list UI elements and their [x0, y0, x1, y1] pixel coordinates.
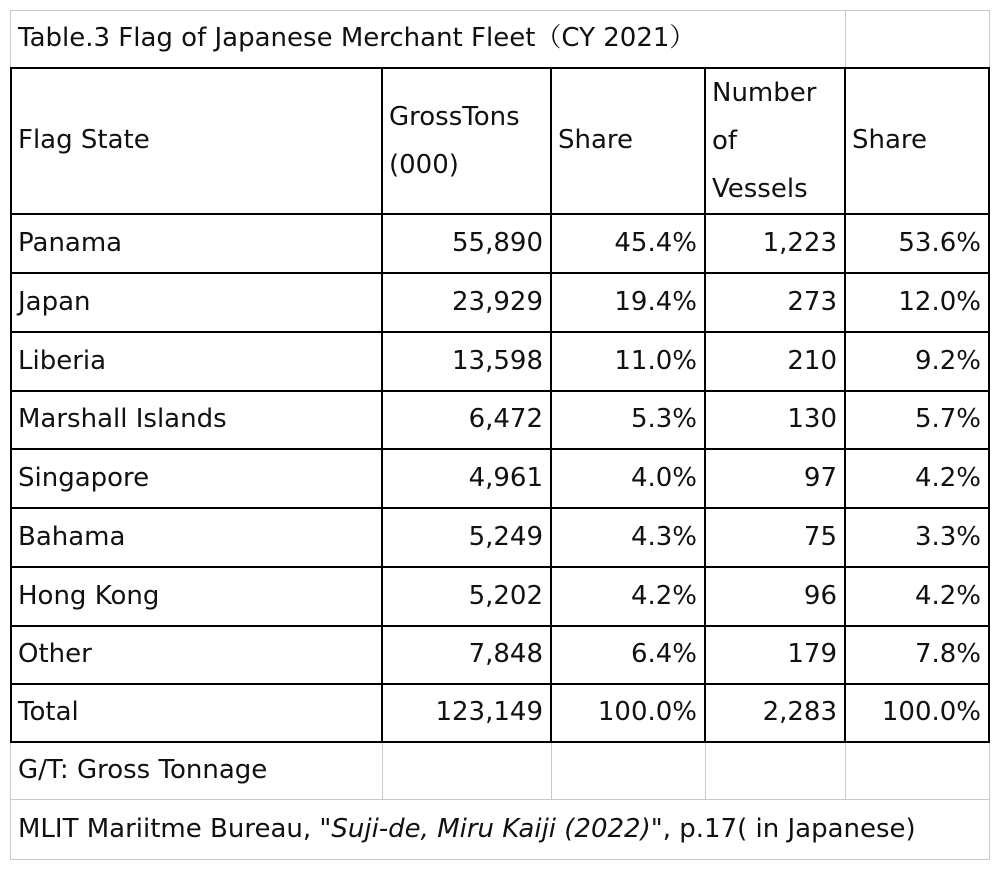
cell-share-vessels: 53.6% — [898, 227, 981, 258]
cell-share-gt: 4.3% — [630, 521, 697, 552]
cell-flag-total: Total — [18, 697, 79, 728]
cell-share-vessels-total: 100.0% — [881, 697, 981, 728]
cell-flag: Japan — [18, 286, 91, 317]
cell-share-vessels: 3.3% — [914, 521, 981, 552]
table-border — [988, 67, 990, 743]
header-gross-tons-line2: (000) — [389, 150, 459, 180]
cell-vessels: 1,223 — [762, 227, 837, 258]
grid-line — [10, 859, 990, 860]
header-gross-tons-line1: GrossTons — [389, 102, 520, 132]
grid-line — [382, 742, 383, 800]
cell-share-gt: 11.0% — [614, 345, 697, 376]
grid-line — [845, 742, 846, 800]
cell-gross-tons: 7,848 — [468, 639, 543, 670]
cell-vessels: 96 — [803, 580, 837, 611]
cell-share-gt: 6.4% — [630, 639, 697, 670]
cell-gross-tons: 5,202 — [468, 580, 543, 611]
header-share-vessels: Share — [852, 125, 928, 156]
cell-gross-tons: 6,472 — [468, 404, 543, 435]
cell-share-vessels: 4.2% — [914, 580, 981, 611]
grid-line — [705, 742, 706, 800]
source-prefix: MLIT Mariitme Bureau, " — [18, 813, 332, 844]
cell-flag: Liberia — [18, 345, 107, 376]
header-share-gt: Share — [558, 125, 634, 156]
header-vessels-line1: Number — [712, 78, 817, 108]
cell-flag: Hong Kong — [18, 580, 160, 611]
cell-gross-tons: 13,598 — [452, 345, 543, 376]
cell-vessels: 210 — [787, 345, 837, 376]
cell-share-vessels: 5.7% — [914, 404, 981, 435]
cell-share-gt: 4.0% — [630, 462, 697, 493]
cell-share-gt: 19.4% — [614, 286, 697, 317]
cell-gross-tons: 23,929 — [452, 286, 543, 317]
header-gross-tons — [383, 69, 549, 213]
cell-gross-tons-total: 123,149 — [435, 697, 543, 728]
cell-share-gt-total: 100.0% — [597, 697, 697, 728]
cell-vessels: 179 — [787, 639, 837, 670]
cell-flag: Singapore — [18, 462, 150, 493]
grid-line — [551, 742, 552, 800]
cell-gross-tons: 55,890 — [452, 227, 543, 258]
cell-share-vessels: 4.2% — [914, 462, 981, 493]
cell-share-gt: 4.2% — [630, 580, 697, 611]
note-gross-tonnage: G/T: Gross Tonnage — [18, 755, 268, 786]
cell-flag: Panama — [18, 227, 123, 258]
cell-vessels: 130 — [787, 404, 837, 435]
source-citation — [12, 800, 988, 859]
table-title: Table.3 Flag of Japanese Merchant Fleet（CY 2021） — [18, 23, 696, 54]
cell-share-vessels: 9.2% — [914, 345, 981, 376]
cell-gross-tons: 5,249 — [468, 521, 543, 552]
cell-vessels: 273 — [787, 286, 837, 317]
cell-vessels-total: 2,283 — [762, 697, 837, 728]
cell-vessels: 97 — [803, 462, 837, 493]
cell-share-vessels: 12.0% — [898, 286, 981, 317]
source-title: Suji-de, Miru Kaiji (2022) — [331, 813, 651, 844]
grid-line — [845, 10, 846, 68]
cell-flag: Marshall Islands — [18, 404, 227, 435]
cell-gross-tons: 4,961 — [468, 462, 543, 493]
cell-share-vessels: 7.8% — [914, 639, 981, 670]
cell-flag: Bahama — [18, 521, 126, 552]
header-flag-state: Flag State — [18, 125, 150, 156]
header-vessels — [706, 69, 843, 213]
header-vessels-line2: of — [712, 126, 738, 156]
cell-share-gt: 45.4% — [614, 227, 697, 258]
cell-share-gt: 5.3% — [630, 404, 697, 435]
source-suffix: ", p.17( in Japanese) — [650, 813, 916, 844]
cell-flag: Other — [18, 639, 92, 670]
cell-vessels: 75 — [803, 521, 837, 552]
header-vessels-line3: Vessels — [712, 174, 808, 204]
